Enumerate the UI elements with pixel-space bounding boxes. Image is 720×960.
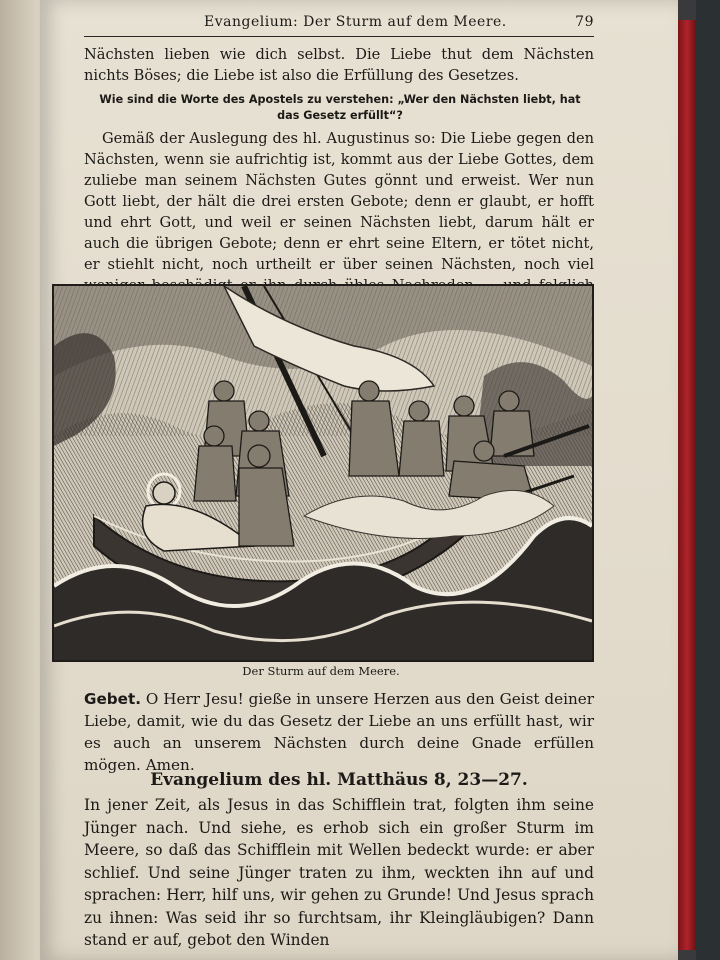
paragraph-intro: Nächsten lieben wie dich selbst. Die Liebe thut dem Nächsten nichts Böses; die Liebe ist also die Erfüllung des Gesetzes.	[84, 46, 594, 84]
figure-caption: Der Sturm auf dem Meere.	[242, 664, 400, 678]
book-cover-edge	[678, 20, 696, 950]
prayer-text: O Herr Jesu! gieße in unsere Herzen aus den Geist deiner Liebe, damit, wie du das Gesetz der Liebe an uns erfüllt hast, wir es auch an unserem Nächsten durch deine Gnade erfüllen mögen. Amen.	[84, 690, 594, 774]
running-header	[84, 10, 594, 37]
question-heading: Wie sind die Worte des Apostels zu verstehen: „Wer den Nächsten liebt, hat das Gesetz erfüllt“?	[99, 93, 581, 122]
gospel-heading: Evangelium des hl. Matthäus 8, 23—27.	[150, 770, 528, 790]
gospel-paragraph: In jener Zeit, als Jesus in das Schifflein trat, folgten ihm seine Jünger nach. Und siehe, es erhob sich ein großer Sturm im Meere, so daß das Schifflein mit Wellen bedeckt wurde: er aber schlief. Und seine Jünger traten zu ihm, weckten ihn auf und sprachen: Herr, hilf uns, wir gehen zu Grunde! Und Jesus sprach zu ihnen: Was seid ihr so furchtsam, ihr Kleingläubigen? Dann stand er auf, gebot den Winden	[84, 796, 594, 949]
storm-at-sea-engraving	[54, 286, 592, 660]
engraving-illustration	[52, 284, 594, 662]
prayer-paragraph	[84, 688, 594, 776]
page-number: 79	[575, 14, 594, 30]
prayer-lead: Gebet.	[84, 690, 141, 708]
running-title: Evangelium: Der Sturm auf dem Meere.	[204, 14, 507, 30]
background-edge	[696, 0, 720, 960]
paragraph-answer: Gemäß der Auslegung des hl. Augustinus so: Die Liebe gegen den Nächsten, wenn sie aufrichtig ist, kommt aus der Liebe Gottes, dem zuliebe man seinem Nächsten Gutes gönnt und erweist. Wer nun Gott liebt, der hält die drei ersten Gebote; denn er glaubt, er hofft und ehrt Gott, und weil er seinen Nächsten liebt, darum hält er auch die übrigen Gebote; denn er ehrt seine Eltern, er tötet nicht, er stiehlt nicht, noch urtheilt er über seinen Nächsten, noch viel	[84, 130, 594, 273]
